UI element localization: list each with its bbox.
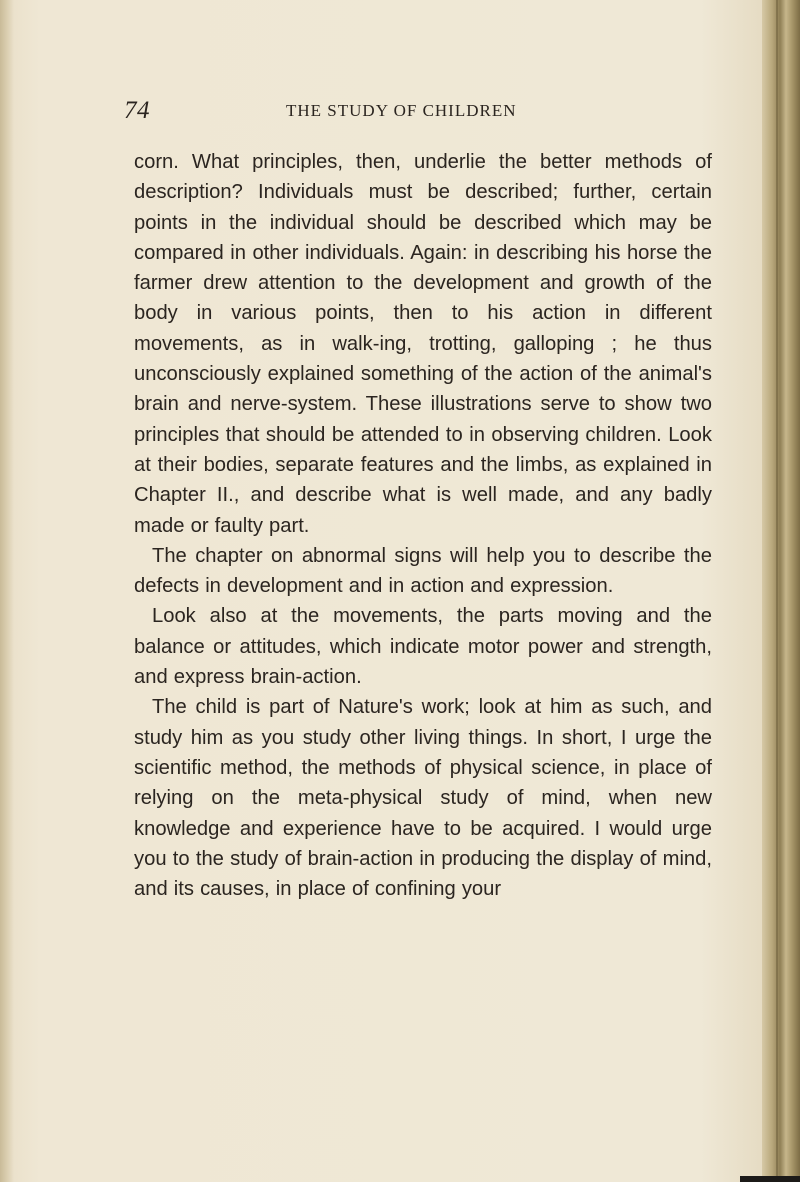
- body-text: [134, 147, 712, 904]
- page-header: [124, 96, 724, 126]
- paragraph-3: Look also at the movements, the parts moving and the balance or attitudes, which indicate motor power and strength, and express brain-action.: [134, 605, 712, 689]
- page-number: 74: [124, 97, 150, 124]
- paragraph-2: The chapter on abnormal signs will help you to describe the defects in development and in action and expression.: [134, 544, 712, 598]
- paragraph-4: The child is part of Nature's work; look at him as such, and study him as you study other living things. In short, I urge the scientific method, the methods of physical science, in place of relying on the meta-physical study of mind, when new knowledge and experience have to be acquired. I would urge you to the study of brain-action in producing the display of mind, and its causes, in place of confining your: [134, 696, 712, 901]
- running-head: THE STUDY OF CHILDREN: [286, 101, 517, 120]
- binding-line: [776, 0, 778, 1182]
- page-right-binding-edge: [762, 0, 800, 1182]
- paragraph-1: corn. What principles, then, underlie the better methods of description? Individuals must be described; further, certain points in the individual should be described which may be compared in other individuals. Again: in describing his horse the farmer drew attention to the development and growth of the body in various points, then to his action in different movements, as in walk-ing, trotting, galloping ; he thus unconsciously explained something of the action of the animal's brain and nerve-system. These illustrations serve to show two principles that should be attended to in observing children. Look at their bodies, separate features and the limbs, as explained in Chapter II., and describe what is well made, and any badly made or faulty part.: [134, 151, 712, 537]
- page-left-shadow: [0, 0, 14, 1182]
- bottom-corner-mark: [740, 1176, 800, 1182]
